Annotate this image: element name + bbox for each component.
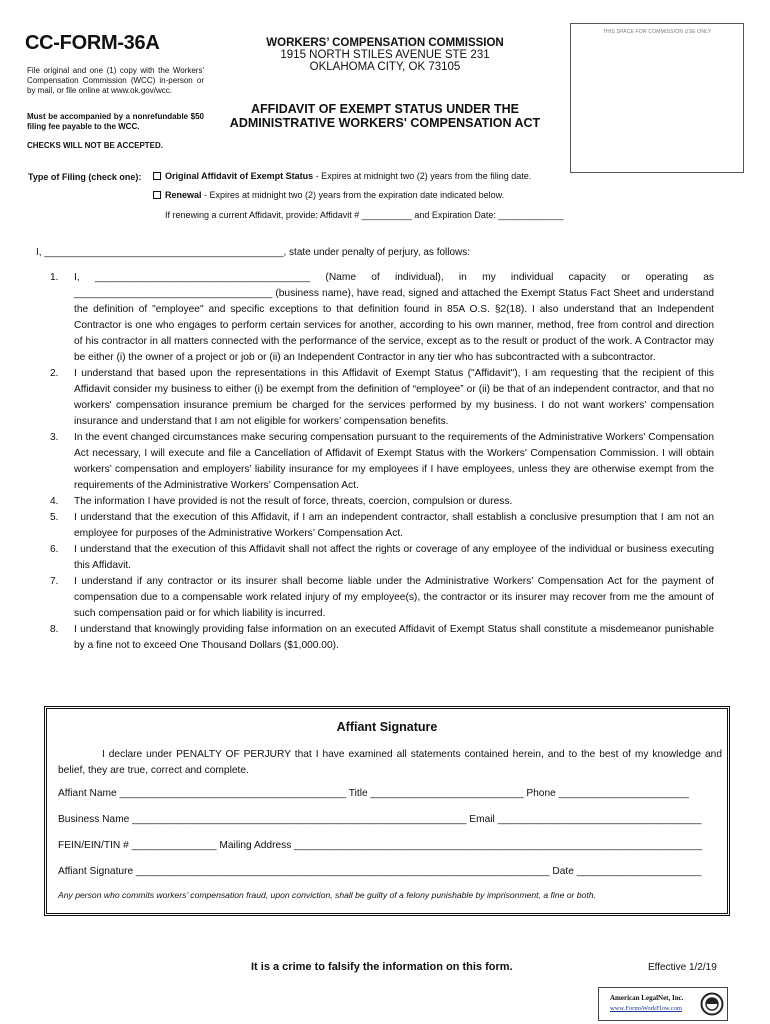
statement-text: I understand that knowingly providing false information on an executed Affidavit of Exempt Status shall constitute a misdemeanor punishable by a fine not to exceed One Thousand Dollars ($1,000.00). — [74, 624, 714, 651]
statement-number: 8. — [50, 624, 59, 635]
form-id: CC-FORM-36A — [25, 32, 160, 54]
crime-notice: It is a crime to falsify the information on this form. — [251, 961, 513, 973]
form-title — [215, 102, 555, 130]
statement-item — [36, 430, 714, 494]
statement-number: 1. — [50, 272, 59, 283]
statement-text: The information I have provided is not the result of force, threats, coercion, compulsion or duress. — [74, 496, 513, 507]
statement-number: 4. — [50, 496, 59, 507]
statement-text: I understand that the execution of this Affidavit, if I am an independent contractor, shall establish a conclusive presumption that I am not an employee for purposes of the Administrative Workers’ Compensation Act. — [74, 512, 714, 539]
effective-date: Effective 1/2/19 — [648, 962, 717, 973]
checkbox-original[interactable] — [153, 172, 161, 180]
statement-item — [36, 510, 714, 542]
option-original-label: Original Affidavit of Exempt Status — [165, 171, 314, 181]
business-name-field[interactable]: Business Name ___________________________________________________________ Email ____________________________________ — [58, 814, 702, 825]
filing-instructions: File original and one (1) copy with the Workers' Compensation Commission (WCC) in-person or by mail, or file online at www.ok.gov/wcc. — [27, 66, 204, 95]
statement-text: I understand if any contractor or its insurer shall become liable under the Administrative Workers’ Compensation Act for the payment of compensation due to a compensable work related injury of my employee(s), the contractor or its insurer may recover from me the amount of such compensation paid or for which liability is incurred. — [74, 576, 714, 619]
option-original[interactable] — [153, 171, 531, 181]
fein-field[interactable]: FEIN/EIN/TIN # _______________ Mailing Address ________________________________________________________________________ — [58, 840, 703, 851]
option-renewal-label: Renewal — [165, 190, 202, 200]
statement-item — [36, 366, 714, 430]
address-line1: 1915 NORTH STILES AVENUE STE 231 — [280, 49, 490, 61]
signature-section — [44, 706, 730, 916]
renewal-note: If renewing a current Affidavit, provide: Affidavit # __________ and Expiration Date: _____________ — [165, 210, 564, 220]
fraud-warning: Any person who commits workers’ compensation fraud, upon conviction, shall be guilty of a felony punishable by imprisonment, a fine or both. — [58, 890, 596, 900]
statement-text: I, ______________________________________ (Name of individual), in my individual capacity or operating as ___________________________________ (business name), have read, signed and attached the Exempt Status Fact Sheet and understand the definition of "employee" and specific exceptions to that definition found in 85A O.S. §2(18). I also understand that an Independent Contractor is one who engages to perform certain services for another, according to his own manner, method, free from control and direction of his contractor in all matters connected with the performance of the service, except as to the result or product of the work. A Contractor may be either (i) the owner of a project or job or (ii) an Independent Contractor in any tier who has subcontracted with a subcontractor. — [74, 272, 714, 363]
publisher-name: American LegalNet, Inc. — [610, 994, 684, 1002]
statement-number: 3. — [50, 432, 59, 443]
publisher-link[interactable]: www.FormsWorkFlow.com — [610, 1005, 682, 1012]
fee-note: Must be accompanied by a nonrefundable $50 filing fee payable to the WCC. — [27, 112, 204, 131]
publisher-badge — [598, 987, 728, 1021]
statement-item — [36, 270, 714, 366]
option-renewal-desc: - Expires at midnight two (2) years from the expiration date indicated below. — [201, 190, 505, 200]
address-line2: OKLAHOMA CITY, OK 73105 — [309, 61, 461, 73]
option-renewal[interactable] — [153, 190, 504, 200]
signature-title: Affiant Signature — [336, 720, 438, 734]
affidavit-statements — [36, 270, 714, 654]
statement-number: 5. — [50, 512, 59, 523]
commission-header — [215, 37, 555, 73]
perjury-declaration: I declare under PENALTY OF PERJURY that I have examined all statements contained herein, and to the best of my knowledge and belief, they are true, correct and complete. — [58, 749, 722, 776]
statement-number: 7. — [50, 576, 59, 587]
statement-item — [36, 542, 714, 574]
statement-number: 2. — [50, 368, 59, 379]
affiant-signature-field[interactable]: Affiant Signature _________________________________________________________________________ Date ______________________ — [58, 866, 702, 877]
commission-box-label: THIS SPACE FOR COMMISSION USE ONLY — [602, 29, 712, 35]
commission-name: WORKERS’ COMPENSATION COMMISSION — [266, 37, 504, 49]
affiant-name-field[interactable]: Affiant Name ________________________________________ Title ___________________________ Phone _______________________ — [58, 788, 689, 799]
commission-use-box — [570, 23, 744, 173]
option-original-desc: - Expires at midnight two (2) years from the filing date. — [313, 171, 532, 181]
statement-text: In the event changed circumstances make securing compensation pursuant to the requirements of the Administrative Workers' Compensation Act necessary, I will execute and file a Cancellation of Affidavit of Exempt Status with the Workers' Compensation Commission. I will obtain workers’ compensation and employers’ liability insurance for my employees if I have employees, unless they are otherwise exempt from the requirements of the Administrative Workers’ Compensation Act. — [74, 432, 714, 491]
statement-item — [36, 574, 714, 622]
affiant-intro: I, ___________________________________________, state under penalty of perjury, as follows: — [36, 247, 471, 258]
statement-text: I understand that the execution of this Affidavit shall not affect the rights or coverage of any employee of the individual or business executing this Affidavit. — [74, 544, 714, 571]
filing-type-label: Type of Filing (check one): — [28, 172, 142, 182]
statement-item — [36, 494, 714, 510]
publisher-logo-icon — [700, 992, 724, 1016]
checks-note: CHECKS WILL NOT BE ACCEPTED. — [27, 141, 164, 150]
form-title-line2: ADMINISTRATIVE WORKERS' COMPENSATION ACT — [229, 116, 541, 130]
form-title-line1: AFFIDAVIT OF EXEMPT STATUS UNDER THE — [250, 102, 520, 116]
statement-text: I understand that based upon the representations in this Affidavit of Exempt Status ("Affidavit"), I am requesting that the recipient of this Affidavit consider my business to either (i) be exempt from the definition of “employee” or (ii) be that of an independent contractor, and that no workers' compensation insurance premium be charged for the services performed by my business. I do not want workers’ compensation insurance and understand that I am not eligible for workers’ compensation benefits. — [74, 368, 714, 427]
statement-number: 6. — [50, 544, 59, 555]
checkbox-renewal[interactable] — [153, 191, 161, 199]
statement-item — [36, 622, 714, 654]
